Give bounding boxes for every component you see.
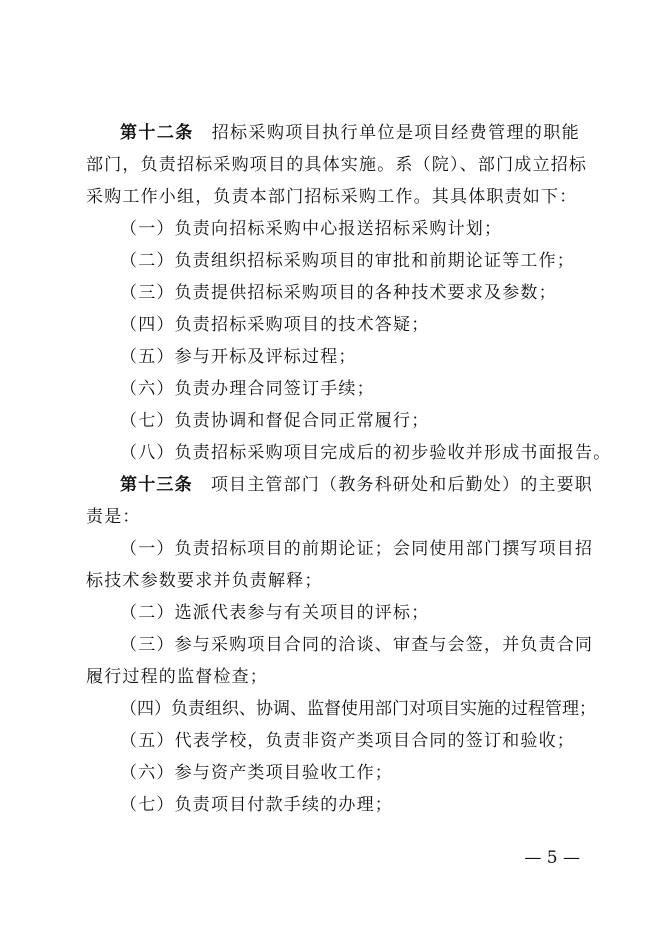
article12-item-5: （五）参与开标及评标过程；	[120, 347, 357, 367]
article13-item-3-line-1: （三）参与采购项目合同的洽谈、审查与会签，并负责合同	[120, 635, 594, 655]
article12-text-line-3: 采购工作小组，负责本部门招标采购工作。其具体职责如下：	[86, 187, 578, 207]
article12-text-line-1: 招标采购项目执行单位是项目经费管理的职能	[211, 123, 580, 143]
article13-item-2: （二）选派代表参与有关项目的评标；	[120, 603, 430, 623]
page-number: — 5 —	[524, 848, 580, 868]
article13-item-3-line-2: 履行过程的监督检查；	[86, 667, 268, 687]
article12-heading: 第十二条	[120, 123, 194, 143]
article12-item-4: （四）负责招标采购项目的技术答疑；	[120, 315, 430, 335]
article12-item-8: （八）负责招标采购项目完成后的初步验收并形成书面报告。	[120, 443, 612, 463]
article13-item-5: （五）代表学校，负责非资产类项目合同的签订和验收；	[120, 731, 575, 751]
article13-item-4: （四）负责组织、协调、监督使用部门对项目实施的过程管理；	[120, 699, 596, 719]
article13-text-line-2: 责是：	[86, 507, 141, 527]
article13-item-6: （六）参与资产类项目验收工作；	[120, 763, 393, 783]
article12-item-3: （三）负责提供招标采购项目的各种技术要求及参数；	[120, 283, 557, 303]
article12-item-6: （六）负责办理合同签订手续；	[120, 379, 375, 399]
article13-item-7: （七）负责项目付款手续的办理；	[120, 795, 393, 815]
article12-text-line-2: 部门，负责招标采购项目的具体实施。系（院）、部门成立招标	[86, 155, 588, 175]
article13-first-line	[120, 470, 594, 500]
article12-item-7: （七）负责协调和督促合同正常履行；	[120, 411, 430, 431]
article13-item-1-line-1: （一）负责招标项目的前期论证；会同使用部门撰写项目招	[120, 539, 594, 559]
article12-first-line	[120, 118, 580, 148]
article13-heading: 第十三条	[120, 475, 193, 495]
article12-item-1: （一）负责向招标采购中心报送招标采购计划；	[120, 219, 503, 239]
article13-text-line-1: 项目主管部门（教务科研处和后勤处）的主要职	[210, 475, 594, 495]
article12-item-2: （二）负责组织招标采购项目的审批和前期论证等工作；	[120, 251, 575, 271]
article13-item-1-line-2: 标技术参数要求并负责解释；	[86, 571, 323, 591]
